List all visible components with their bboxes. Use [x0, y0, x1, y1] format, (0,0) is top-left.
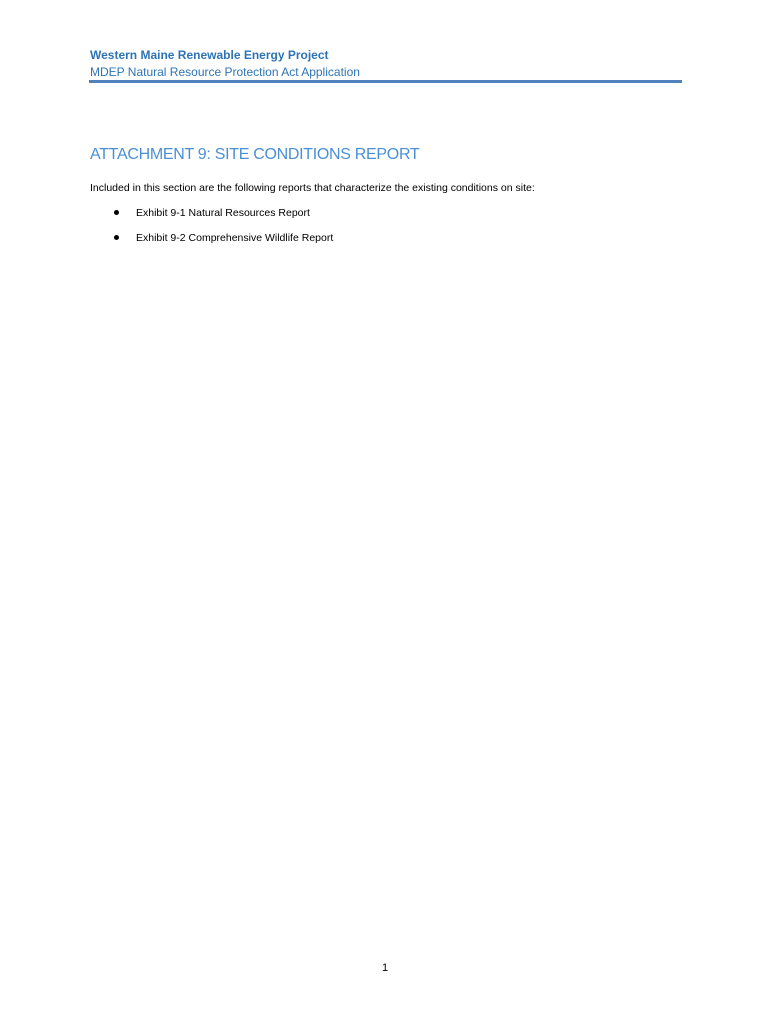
page-header: [90, 47, 682, 81]
section-heading: ATTACHMENT 9: SITE CONDITIONS REPORT: [90, 146, 420, 163]
project-title: Western Maine Renewable Energy Project: [90, 48, 329, 62]
intro-paragraph: Included in this section are the following reports that characterize the existing conditions on site:: [90, 182, 535, 194]
bullet-icon: [114, 235, 119, 240]
header-divider: [89, 80, 682, 83]
list-item-text: Exhibit 9-1 Natural Resources Report: [136, 207, 310, 219]
list-item-text: Exhibit 9-2 Comprehensive Wildlife Report: [136, 232, 334, 244]
application-subtitle: MDEP Natural Resource Protection Act Application: [90, 65, 360, 79]
page-number: 1: [381, 962, 389, 974]
bullet-icon: [114, 210, 119, 215]
